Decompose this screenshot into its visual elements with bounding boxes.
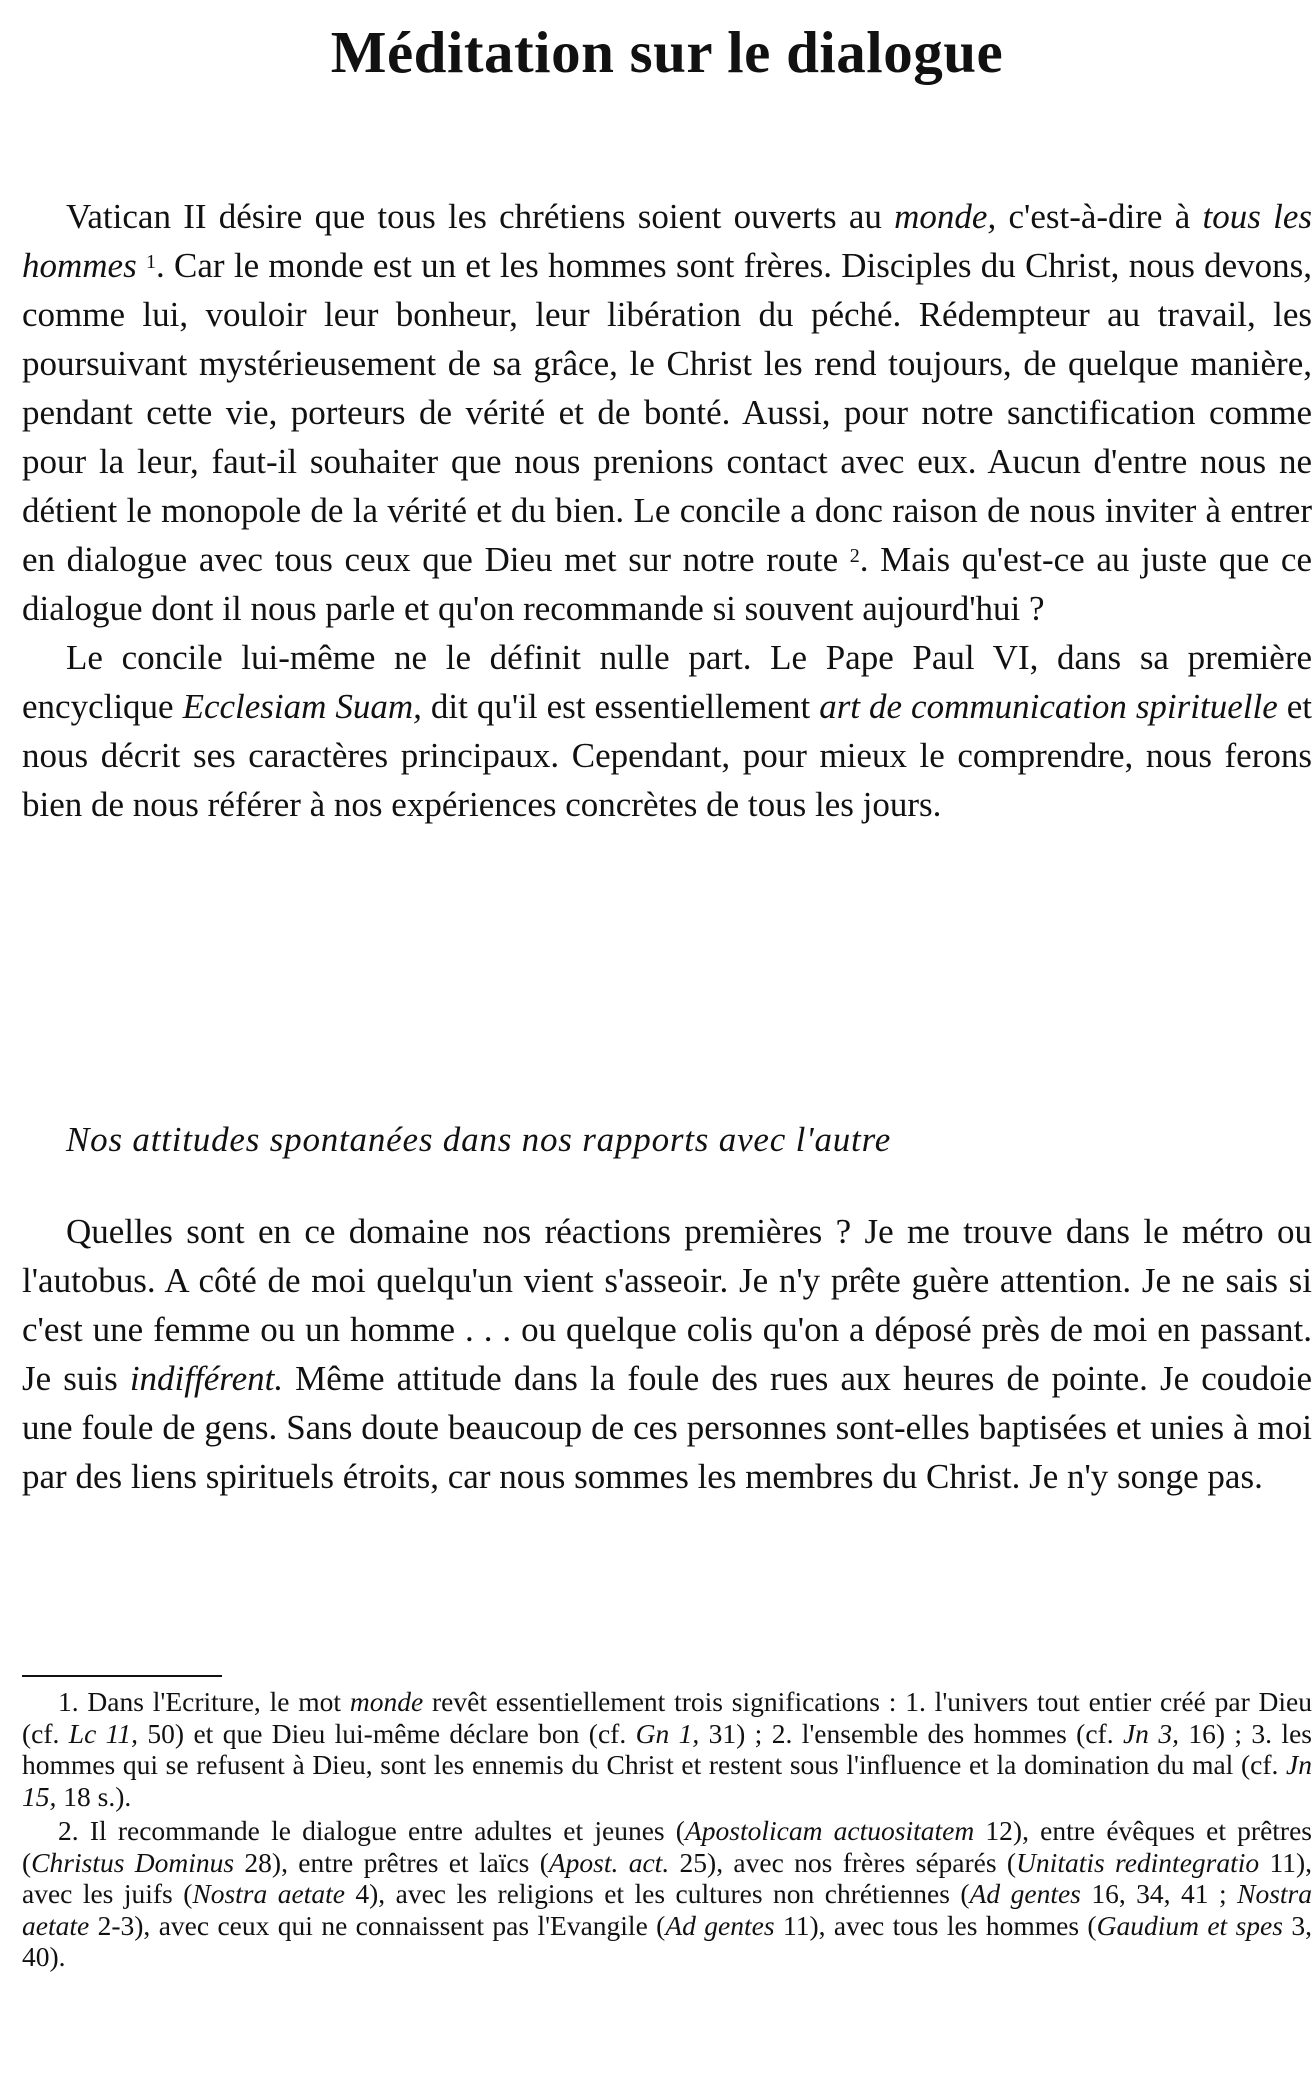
footnote-1: [22, 1686, 1312, 1812]
text-run: 16) ; 3. les hommes qui se refusent à Dieu, sont les ennemis du Christ et restent sous l'influence et la domination du mal (cf.: [22, 1717, 1312, 1780]
footnote-2: [22, 1815, 1312, 1973]
intro-text: [22, 192, 1312, 829]
text-run: 3, 40).: [22, 1909, 1312, 1972]
section-text: [22, 1207, 1312, 1501]
italic-run: Apost. act.: [548, 1846, 670, 1878]
italic-run: Nostra aetate: [22, 1878, 1312, 1941]
text-run: 2. Il recommande le dialogue entre adultes et jeunes (: [58, 1815, 685, 1846]
italic-run: Unitatis redintegratio: [1016, 1846, 1260, 1878]
text-run: dit qu'il est essentiellement: [421, 687, 820, 726]
text-run: Même attitude dans la foule des rues aux heures de pointe. Je coudoie une foule de gens. Sans doute beaucoup de ces personnes sont-elles baptisées et unies à moi par des liens spirituels étroits, car nous sommes les membres du Christ. Je n'y songe pas.: [22, 1359, 1312, 1496]
text-run: Quelles sont en ce domaine nos réactions premières ? Je me trouve dans le métro ou l'autobus. A côté de moi quelqu'un vient s'asseoir. Je n'y prête guère attention. Je ne sais si c'est une femme ou un homme . . . ou quelque colis qu'on a déposé près de moi en passant. Je suis: [22, 1212, 1312, 1398]
text-run: . Car le monde est un et les hommes sont frères. Disciples du Christ, nous devons, comme lui, vouloir leur bonheur, leur libération du péché. Rédempteur au travail, les poursuivant mystérieusement de sa grâce, le Christ les rend toujours, de quelque manière, pendant cette vie, porteurs de vérité et de bonté. Aussi, pour notre sanctification comme pour la leur, faut-il souhaiter que nous prenions contact avec eux. Aucun d'entre nous ne détient le monopole de la vérité et du bien. Le concile a donc raison de nous inviter à entrer en dialogue avec tous ceux que Dieu met sur notre route: [22, 246, 1312, 579]
text-run: et nous décrit ses caractères principaux. Cependant, pour mieux le comprendre, nous ferons bien de nous référer à nos expériences concrètes de tous les jours.: [22, 687, 1312, 824]
italic-run: Ecclesiam Suam,: [182, 687, 422, 726]
text-run: 18 s.).: [56, 1780, 132, 1812]
italic-run: Lc 11,: [68, 1717, 139, 1749]
text-run: Vatican II désire que tous les chrétiens soient ouverts au: [66, 197, 895, 236]
italic-run: indifférent.: [129, 1359, 284, 1398]
footnote-divider: [22, 1675, 222, 1677]
italic-run: Ad gentes: [969, 1878, 1081, 1909]
paragraph-3: [22, 1207, 1312, 1501]
italic-run: art de communication spirituelle: [819, 687, 1278, 726]
text-run: 11), avec tous les hommes (: [774, 1909, 1097, 1941]
italic-run: monde,: [894, 197, 997, 236]
text-run: 31) ; 2. l'ensemble des hommes (cf.: [699, 1717, 1123, 1749]
footnotes: [22, 1686, 1312, 1976]
text-run: 16, 34, 41 ;: [1080, 1878, 1238, 1909]
text-run: 11), avec les juifs (: [22, 1846, 1312, 1909]
text-run: 50) et que Dieu lui-même déclare bon (cf.: [138, 1717, 636, 1749]
italic-run: Ad gentes: [665, 1909, 775, 1941]
text-run: 12), entre évêques et prêtres (: [22, 1815, 1312, 1878]
italic-run: Nostra aetate: [192, 1878, 345, 1909]
paragraph-2: [22, 633, 1312, 829]
italic-run: Jn 3,: [1122, 1717, 1179, 1749]
footnote-ref-2[interactable]: 2: [849, 545, 860, 567]
italic-run: monde: [349, 1686, 424, 1717]
page-title: Méditation sur le dialogue: [330, 19, 1004, 85]
footnote-ref-1[interactable]: 1: [146, 251, 156, 273]
italic-run: Gaudium et spes: [1096, 1909, 1283, 1941]
italic-run: Christus Dominus: [31, 1846, 235, 1878]
italic-run: Jn 15,: [22, 1749, 1312, 1812]
text-run: 2-3), avec ceux qui ne connaissent pas l'Evangile (: [89, 1909, 666, 1941]
text-run: 25), avec nos frères séparés (: [669, 1846, 1017, 1878]
text-run: revêt essentiellement trois significations : 1. l'univers tout entier créé par Dieu (cf.: [22, 1686, 1313, 1749]
text-run: 1. Dans l'Ecriture, le mot: [58, 1686, 350, 1717]
text-run: 4), avec les religions et les cultures non chrétiennes (: [344, 1878, 970, 1909]
paragraph-1: [22, 192, 1312, 633]
italic-run: Gn 1,: [635, 1717, 700, 1749]
section-heading: Nos attitudes spontanées dans nos rapports avec l'autre: [66, 1120, 892, 1159]
text-run: c'est-à-dire à: [996, 197, 1203, 236]
italic-run: Apostolicam actuositatem: [684, 1815, 975, 1846]
text-run: Le concile lui-même ne le définit nulle part. Le Pape Paul VI, dans sa première encyclique: [22, 638, 1312, 726]
text-run: . Mais qu'est-ce au juste que ce dialogue dont il nous parle et qu'on recommande si souvent aujourd'hui ?: [22, 540, 1313, 628]
text-run: 28), entre prêtres et laïcs (: [234, 1846, 549, 1878]
italic-run: tous les hommes: [22, 197, 1312, 285]
